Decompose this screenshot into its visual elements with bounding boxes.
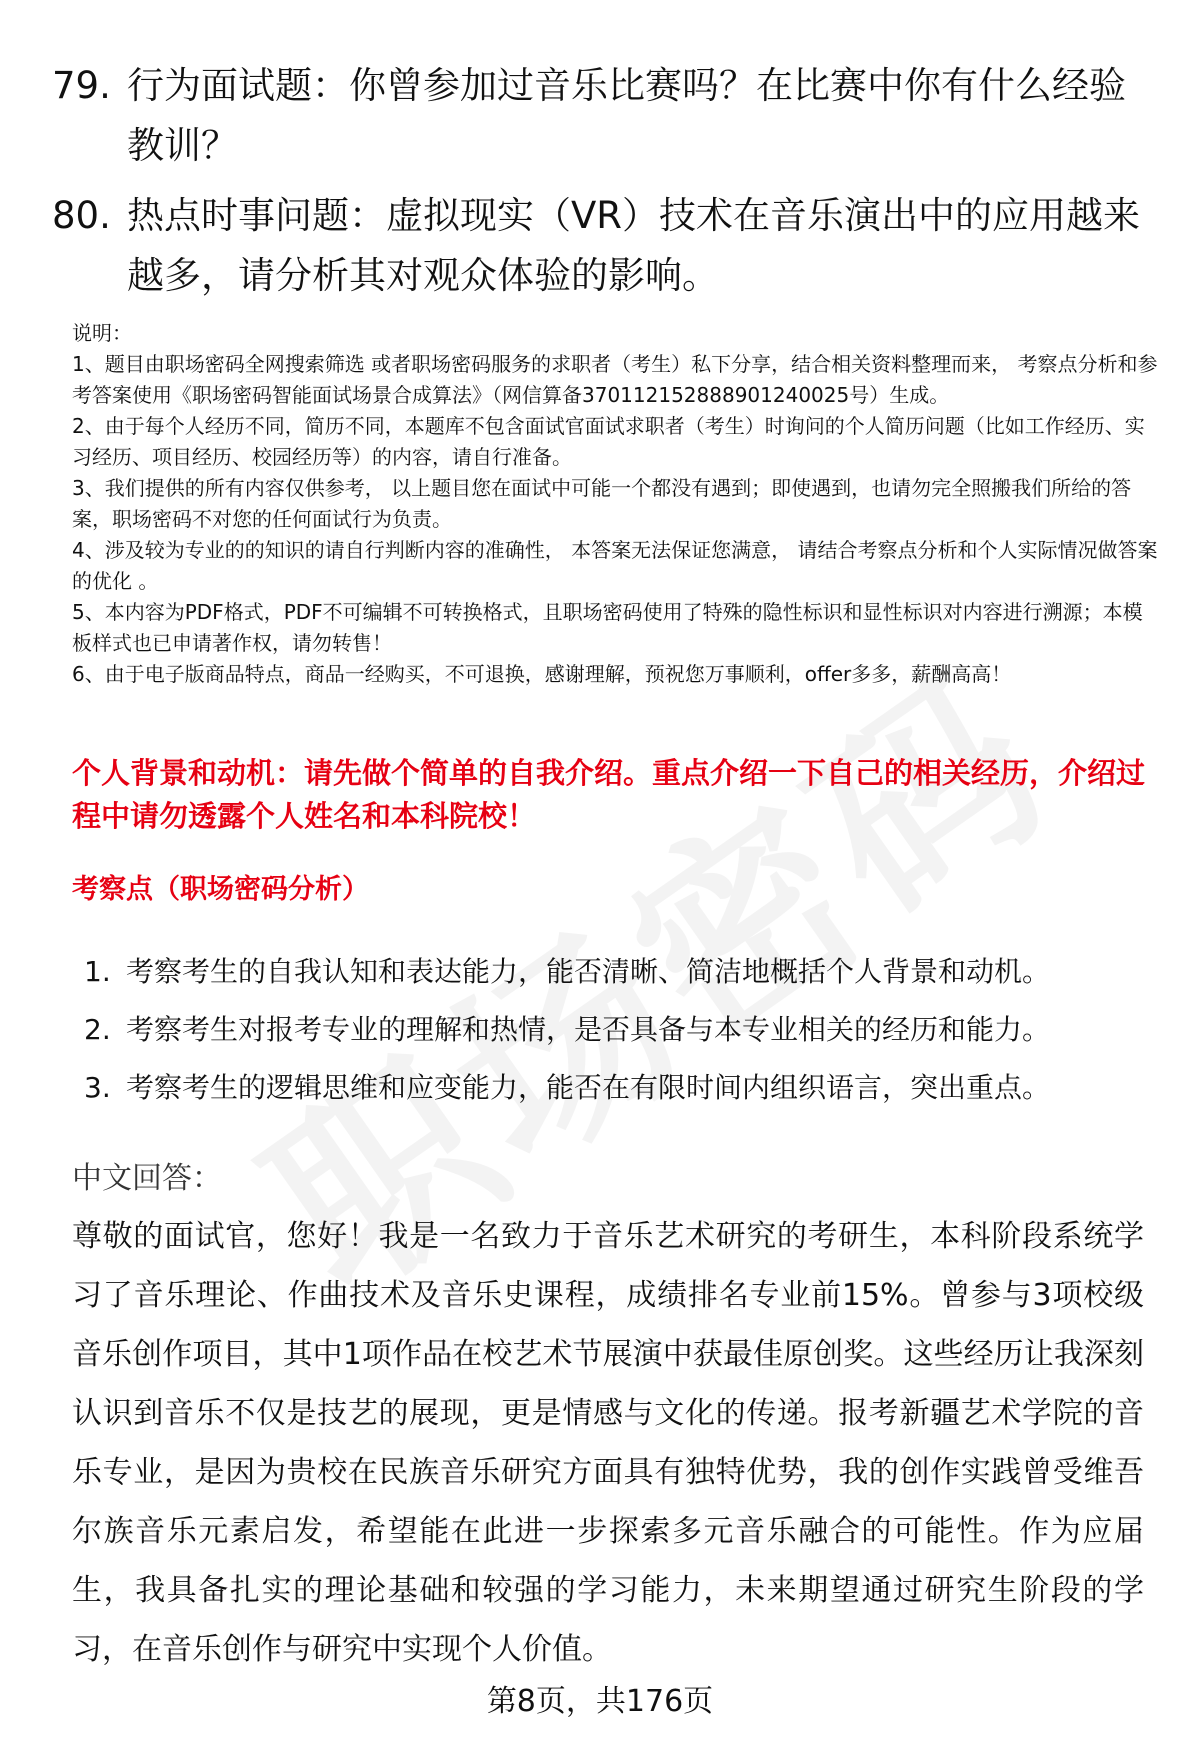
note-item: 2、由于每个人经历不同，简历不同，本题库不包含面试官面试求职者（考生）时询问的个人简历问题（比如工作经历、实习经历、项目经历、校园经历等）的内容，请自行准备。 [72,414,1145,469]
notes-title: 说明： [72,321,132,345]
question-80 [52,186,1152,306]
kaocha-title: 考察点（职场密码分析） [72,874,369,905]
point-number: 1. [84,955,111,988]
kaocha-points [84,943,1164,1117]
kaocha-point [84,943,1164,1001]
page-footer: 第8页，共176页 [486,1684,714,1719]
section-question: 个人背景和动机：请先做个简单的自我介绍。重点介绍一下自己的相关经历，介绍过程中请勿透露个人姓名和本科院校！ [72,756,1146,833]
answer-label: 中文回答： [72,1161,222,1196]
note-item: 4、涉及较为专业的的知识的请自行判断内容的准确性， 本答案无法保证您满意， 请结合考察点分析和个人实际情况做答案的优化 。 [72,538,1158,593]
note-item: 5、本内容为PDF格式，PDF不可编辑不可转换格式，且职场密码使用了特殊的隐性标识和显性标识对内容进行溯源；本模板样式也已申请著作权，请勿转售！ [72,600,1143,655]
point-text: 考察考生对报考专业的理解和热情，是否具备与本专业相关的经历和能力。 [126,1013,1051,1046]
question-number: 79. [52,64,111,107]
answer-text: 尊敬的面试官，您好！我是一名致力于音乐艺术研究的考研生，本科阶段系统学习了音乐理论、作曲技术及音乐史课程，成绩排名专业前15%。曾参与3项校级音乐创作项目，其中1项作品在校艺术节展演中获最佳原创奖。这些经历让我深刻认识到音乐不仅是技艺的展现，更是情感与文化的传递。报考新疆艺术学院的音乐专业，是因为贵校在民族音乐研究方面具有独特优势，我的创作实践曾受维吾尔族音乐元素启发，希望能在此进一步探索多元音乐融合的可能性。作为应届生，我具备扎实的理论基础和较强的学习能力，未来期望通过研究生阶段的学习，在音乐创作与研究中实现个人价值。 [72,1219,1144,1667]
kaocha-point [84,1001,1164,1059]
notes-section [72,318,1162,690]
note-item: 6、由于电子版商品特点，商品一经购买，不可退换，感谢理解，预祝您万事顺利，offer多多，薪酬高高！ [72,662,1012,686]
point-number: 2. [84,1013,111,1046]
question-text: 行为面试题：你曾参加过音乐比赛吗？在比赛中你有什么经验教训？ [127,64,1126,167]
note-item: 1、题目由职场密码全网搜索筛选 或者职场密码服务的求职者（考生）私下分享，结合相关资料整理而来， 考察点分析和参考答案使用《职场密码智能面试场景合成算法》（网信算备370112152888901240025号）生成。 [72,352,1158,407]
question-number: 80. [52,194,111,237]
question-79 [52,56,1152,176]
point-text: 考察考生的逻辑思维和应变能力，能否在有限时间内组织语言，突出重点。 [126,1071,1051,1104]
point-text: 考察考生的自我认知和表达能力，能否清晰、简洁地概括个人背景和动机。 [126,955,1051,988]
kaocha-point [84,1059,1164,1117]
point-number: 3. [84,1071,111,1104]
note-item: 3、我们提供的所有内容仅供参考， 以上题目您在面试中可能一个都没有遇到；即使遇到，也请勿完全照搬我们所给的答案，职场密码不对您的任何面试行为负责。 [72,476,1132,531]
question-text: 热点时事问题：虚拟现实（VR）技术在音乐演出中的应用越来越多，请分析其对观众体验的影响。 [127,194,1141,297]
